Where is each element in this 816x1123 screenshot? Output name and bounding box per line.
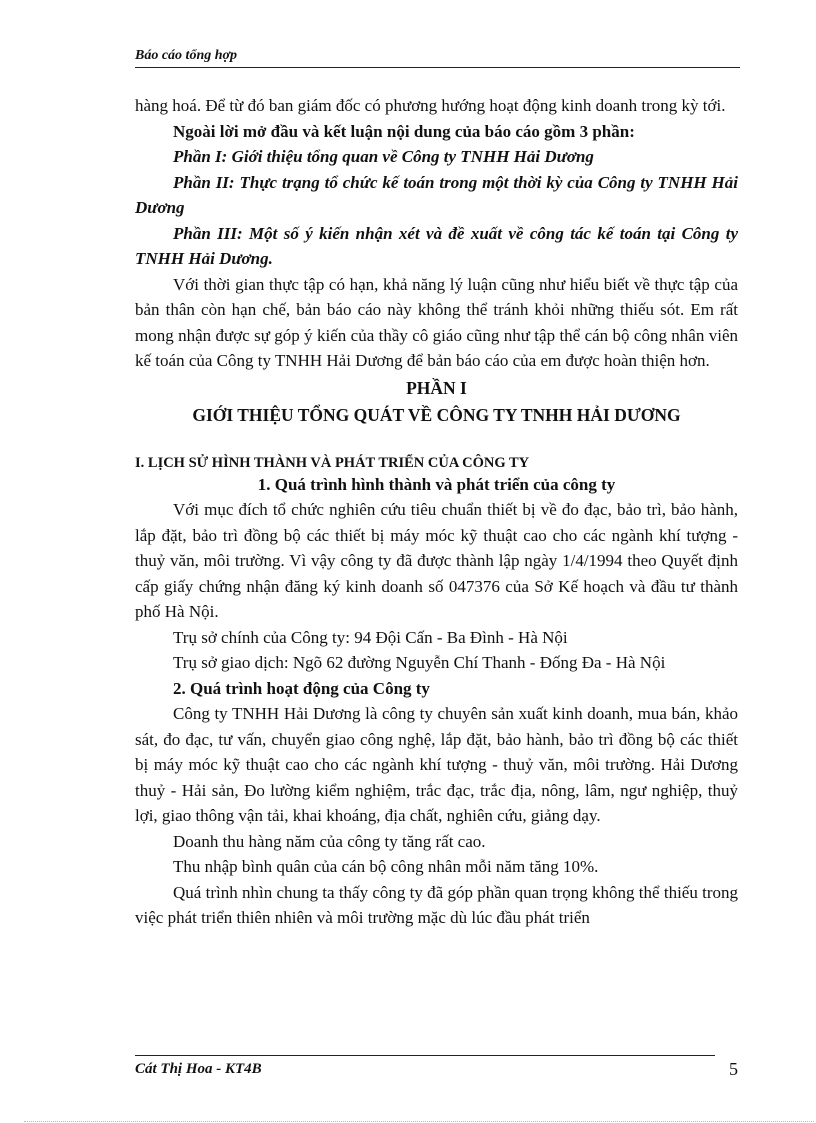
page-number: 5 bbox=[729, 1059, 738, 1079]
page-footer bbox=[135, 1055, 740, 1086]
part-3-summary: Phần III: Một số ý kiến nhận xét và đề xuất về công tác kế toán tại Công ty TNHH Hải Dương. bbox=[135, 223, 738, 268]
paragraph: Với thời gian thực tập có hạn, khả năng lý luận cũng như hiểu biết về thực tập của bản thân còn hạn chế, bản báo cáo này không thể tránh khỏi những thiếu sót. Em rất mong nhận được sự góp ý kiến của thầy cô giáo cũng như tập thể cán bộ công nhân viên kế toán của Công ty TNHH Hải Dương để bản báo cáo của em được hoàn thiện hơn. bbox=[135, 274, 738, 370]
subsection-heading-2: 2. Quá trình hoạt động của Công ty bbox=[173, 678, 430, 698]
page-header bbox=[135, 49, 740, 68]
paragraph: Công ty TNHH Hải Dương là công ty chuyên sản xuất kinh doanh, mua bán, khảo sát, đo đạc, tư vấn, chuyển giao công nghệ, lắp đặt, bảo hành, bảo trì đồng bộ các thiết bị máy móc kỹ thuật cao cho các ngành khí tượng - thuỷ văn, môi trường. Hải Dương thuỷ - Hải sản, Đo lường kiểm nghiệm, trắc đạc, trắc địa, nông, lâm, ngư nghiệp, thuỷ lợi, giao thông vận tải, khai khoáng, địa chất, nghiên cứu, giảng dạy. bbox=[135, 704, 738, 825]
part-2-summary: Phần II: Thực trạng tổ chức kế toán trong một thời kỳ của Công ty TNHH Hải Dương bbox=[135, 172, 738, 217]
paragraph: Doanh thu hàng năm của công ty tăng rất cao. bbox=[173, 831, 486, 851]
transaction-office-address: Trụ sở giao dịch: Ngõ 62 đường Nguyễn Chí Thanh - Đống Đa - Hà Nội bbox=[173, 653, 666, 672]
part-1-summary: Phần I: Giới thiệu tổng quan về Công ty TNHH Hải Dương bbox=[173, 147, 594, 166]
part-title: GIỚI THIỆU TỔNG QUÁT VỀ CÔNG TY TNHH HẢI DƯƠNG bbox=[192, 405, 681, 425]
header-title: Báo cáo tổng hợp bbox=[135, 48, 238, 63]
part-label: PHẦN I bbox=[406, 377, 467, 398]
paragraph: Với mục đích tổ chức nghiên cứu tiêu chuẩn thiết bị về đo đạc, bảo trì, bảo hành, lắp đặt, bảo trì đồng bộ các thiết bị máy móc kỹ thuật cao cho các ngành khí tượng - thuỷ văn, môi trường. Vì vậy công ty đã được thành lập ngày 1/4/1994 theo Quyết định cấp giấy chứng nhận đăng ký kinh doanh số 047376 của Sở Kế hoạch và đầu tư thành phố Hà Nội. bbox=[135, 500, 738, 621]
paragraph: Quá trình nhìn chung ta thấy công ty đã góp phần quan trọng không thể thiếu trong việc phát triển thiên nhiên và môi trường mặc dù lúc đầu phát triển bbox=[135, 882, 738, 927]
paragraph: hàng hoá. Để từ đó ban giám đốc có phương hướng hoạt động kinh doanh trong kỳ tới. bbox=[135, 96, 726, 115]
section-heading: I. LỊCH SỬ HÌNH THÀNH VÀ PHÁT TRIỂN CỦA CÔNG TY bbox=[135, 454, 530, 471]
page-bottom-border bbox=[24, 1121, 814, 1122]
subsection-heading-1: 1. Quá trình hình thành và phát triển của công ty bbox=[257, 474, 616, 494]
head-office-address: Trụ sở chính của Công ty: 94 Đội Cấn - Ba Đình - Hà Nội bbox=[173, 627, 568, 647]
report-structure-intro: Ngoài lời mở đầu và kết luận nội dung của báo cáo gồm 3 phần: bbox=[173, 121, 635, 141]
footer-author: Cát Thị Hoa - KT4B bbox=[135, 1061, 262, 1077]
document-body bbox=[135, 93, 738, 931]
paragraph: Thu nhập bình quân của cán bộ công nhân mỗi năm tăng 10%. bbox=[173, 857, 599, 876]
